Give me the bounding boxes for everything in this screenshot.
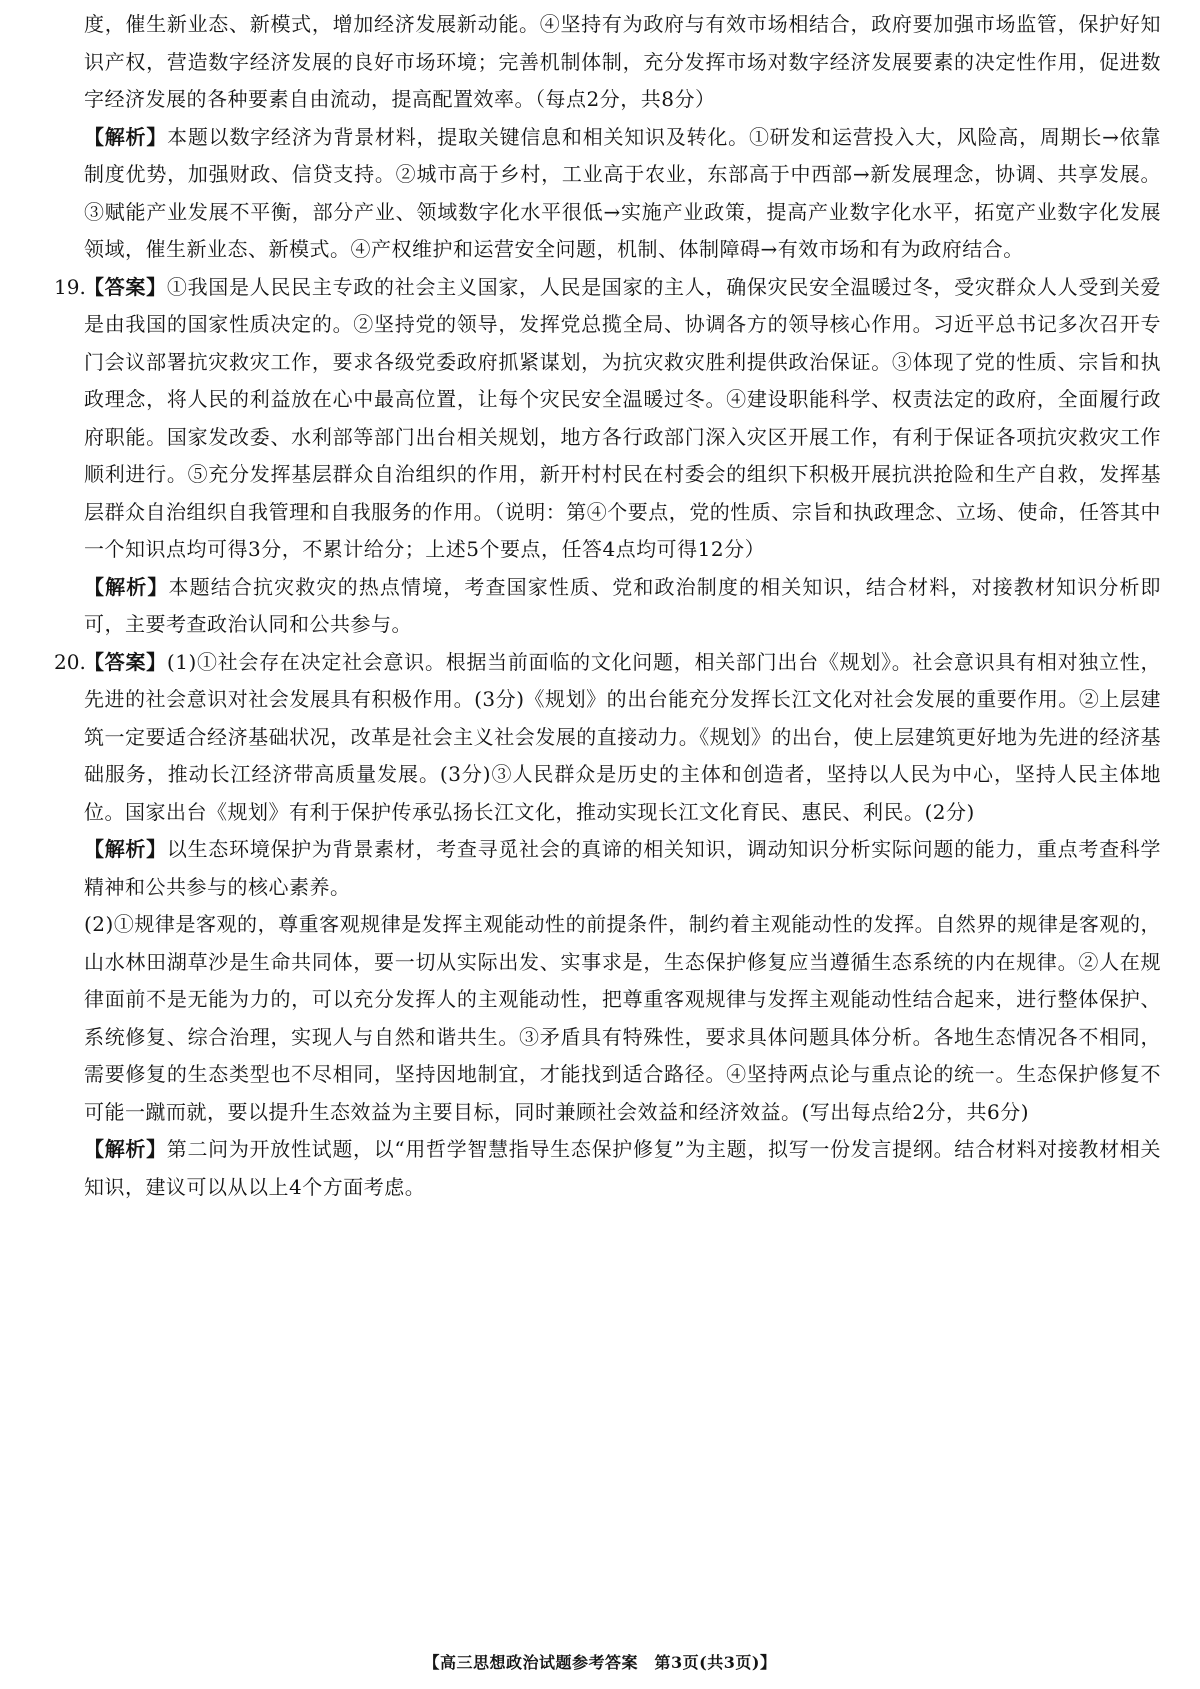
paragraph-20-answer <box>84 644 1161 832</box>
question-number: 19. <box>54 274 86 299</box>
paragraph-text: 度，催生新业态、新模式，增加经济发展新动能。④坚持有为政府与有效市场相结合，政府要加强市场监管，保护好知识产权，营造数字经济发展的良好市场环境；完善机制体制，充分发挥市场对数字经济发展要素的决定性作用，促进数字经济发展的各种要素自由流动，提高配置效率。（每点2分，共8分） <box>84 12 1161 111</box>
question-19 <box>54 269 1162 569</box>
paragraph-20-part-2-analysis <box>84 1131 1161 1206</box>
analysis-tag: 【解析】 <box>84 1137 167 1161</box>
paragraph-text: 以生态环境保护为背景素材，考查寻觅社会的真谛的相关知识，调动知识分析实际问题的能力，重点考查科学精神和公共参与的核心素养。 <box>84 837 1162 899</box>
paragraph-19-analysis <box>84 569 1161 644</box>
paragraph-text: 第二问为开放性试题，以“用哲学智慧指导生态保护修复”为主题，拟写一份发言提纲。结合材料对接教材相关知识，建议可以从以上4个方面考虑。 <box>84 1137 1162 1199</box>
analysis-tag: 【解析】 <box>84 124 168 149</box>
paragraph-19-answer <box>84 269 1161 569</box>
paragraph-18-answer-continued <box>84 6 1161 119</box>
paragraph-text: (1)①社会存在决定社会意识。根据当前面临的文化问题，相关部门出台《规划》。社会意识具有相对独立性，先进的社会意识对社会发展具有积极作用。(3分)《规划》的出台能充分发挥长江文化对社会发展的重要作用。②上层建筑一定要适合经济基础状况，改革是社会主义社会发展的直接动力。《规划》的出台，使上层建筑更好地为先进的经济基础服务，推动长江经济带高质量发展。(3分)③人民群众是历史的主体和创造者，坚持以人民为中心，坚持人民主体地位。国家出台《规划》有利于保护传承弘扬长江文化，推动实现长江文化育民、惠民、利民。(2分) <box>84 649 1161 824</box>
paragraph-20-part-2 <box>84 906 1161 1131</box>
paragraph-18-analysis <box>84 119 1161 269</box>
answer-tag: 【答案】 <box>84 649 167 674</box>
paragraph-20-analysis <box>84 831 1161 906</box>
document-body <box>54 6 1162 1206</box>
analysis-tag: 【解析】 <box>84 837 167 861</box>
answer-tag: 【答案】 <box>84 274 167 299</box>
page-footer: 【高三思想政治试题参考答案 第3页(共3页)】 <box>423 1653 777 1672</box>
paragraph-text: 本题结合抗灾救灾的热点情境，考查国家性质、党和政治制度的相关知识，结合材料，对接教材知识分析即可，主要考查政治认同和公共参与。 <box>84 574 1162 636</box>
question-number: 20. <box>54 649 86 674</box>
paragraph-text: ①我国是人民民主专政的社会主义国家，人民是国家的主人，确保灾民安全温暖过冬，受灾群众人人受到关爱是由我国的国家性质决定的。②坚持党的领导，发挥党总揽全局、协调各方的领导核心作用。习近平总书记多次召开专门会议部署抗灾救灾工作，要求各级党委政府抓紧谋划，为抗灾救灾胜利提供政治保证。③体现了党的性质、宗旨和执政理念，将人民的利益放在心中最高位置，让每个灾民安全温暖过冬。④建设职能科学、权责法定的政府，全面履行政府职能。国家发改委、水利部等部门出台相关规划，地方各行政部门深入灾区开展工作，有利于保证各项抗灾救灾工作顺利进行。⑤充分发挥基层群众自治组织的作用，新开村村民在村委会的组织下积极开展抗洪抢险和生产自救，发挥基层群众自治组织自我管理和自我服务的作用。（说明：第④个要点，党的性质、宗旨和执政理念、立场、使命，任答其中一个知识点均可得3分，不累计给分；上述5个要点，任答4点均可得12分） <box>84 274 1162 561</box>
paragraph-text: 本题以数字经济为背景材料，提取关键信息和相关知识及转化。①研发和运营投入大，风险高，周期长→依靠制度优势，加强财政、信贷支持。②城市高于乡村，工业高于农业，东部高于中西部→新发展理念，协调、共享发展。③赋能产业发展不平衡，部分产业、领域数字化水平很低→实施产业政策，提高产业数字化水平，拓宽产业数字化发展领域，催生新业态、新模式。④产权维护和运营安全问题，机制、体制障碍→有效市场和有为政府结合。 <box>84 124 1162 261</box>
analysis-tag: 【解析】 <box>84 574 169 599</box>
paragraph-text: (2)①规律是客观的，尊重客观规律是发挥主观能动性的前提条件，制约着主观能动性的发挥。自然界的规律是客观的，山水林田湖草沙是生命共同体，要一切从实际出发、实事求是，生态保护修复应当遵循生态系统的内在规律。②人在规律面前不是无能为力的，可以充分发挥人的主观能动性，把尊重客观规律与发挥主观能动性结合起来，进行整体保护、系统修复、综合治理，实现人与自然和谐共生。③矛盾具有特殊性，要求具体问题具体分析。各地生态情况各不相同，需要修复的生态类型也不尽相同，坚持因地制宜，才能找到适合路径。④坚持两点论与重点论的统一。生态保护修复不可能一蹴而就，要以提升生态效益为主要目标，同时兼顾社会效益和经济效益。(写出每点给2分，共6分) <box>84 912 1161 1124</box>
question-20 <box>54 644 1161 832</box>
